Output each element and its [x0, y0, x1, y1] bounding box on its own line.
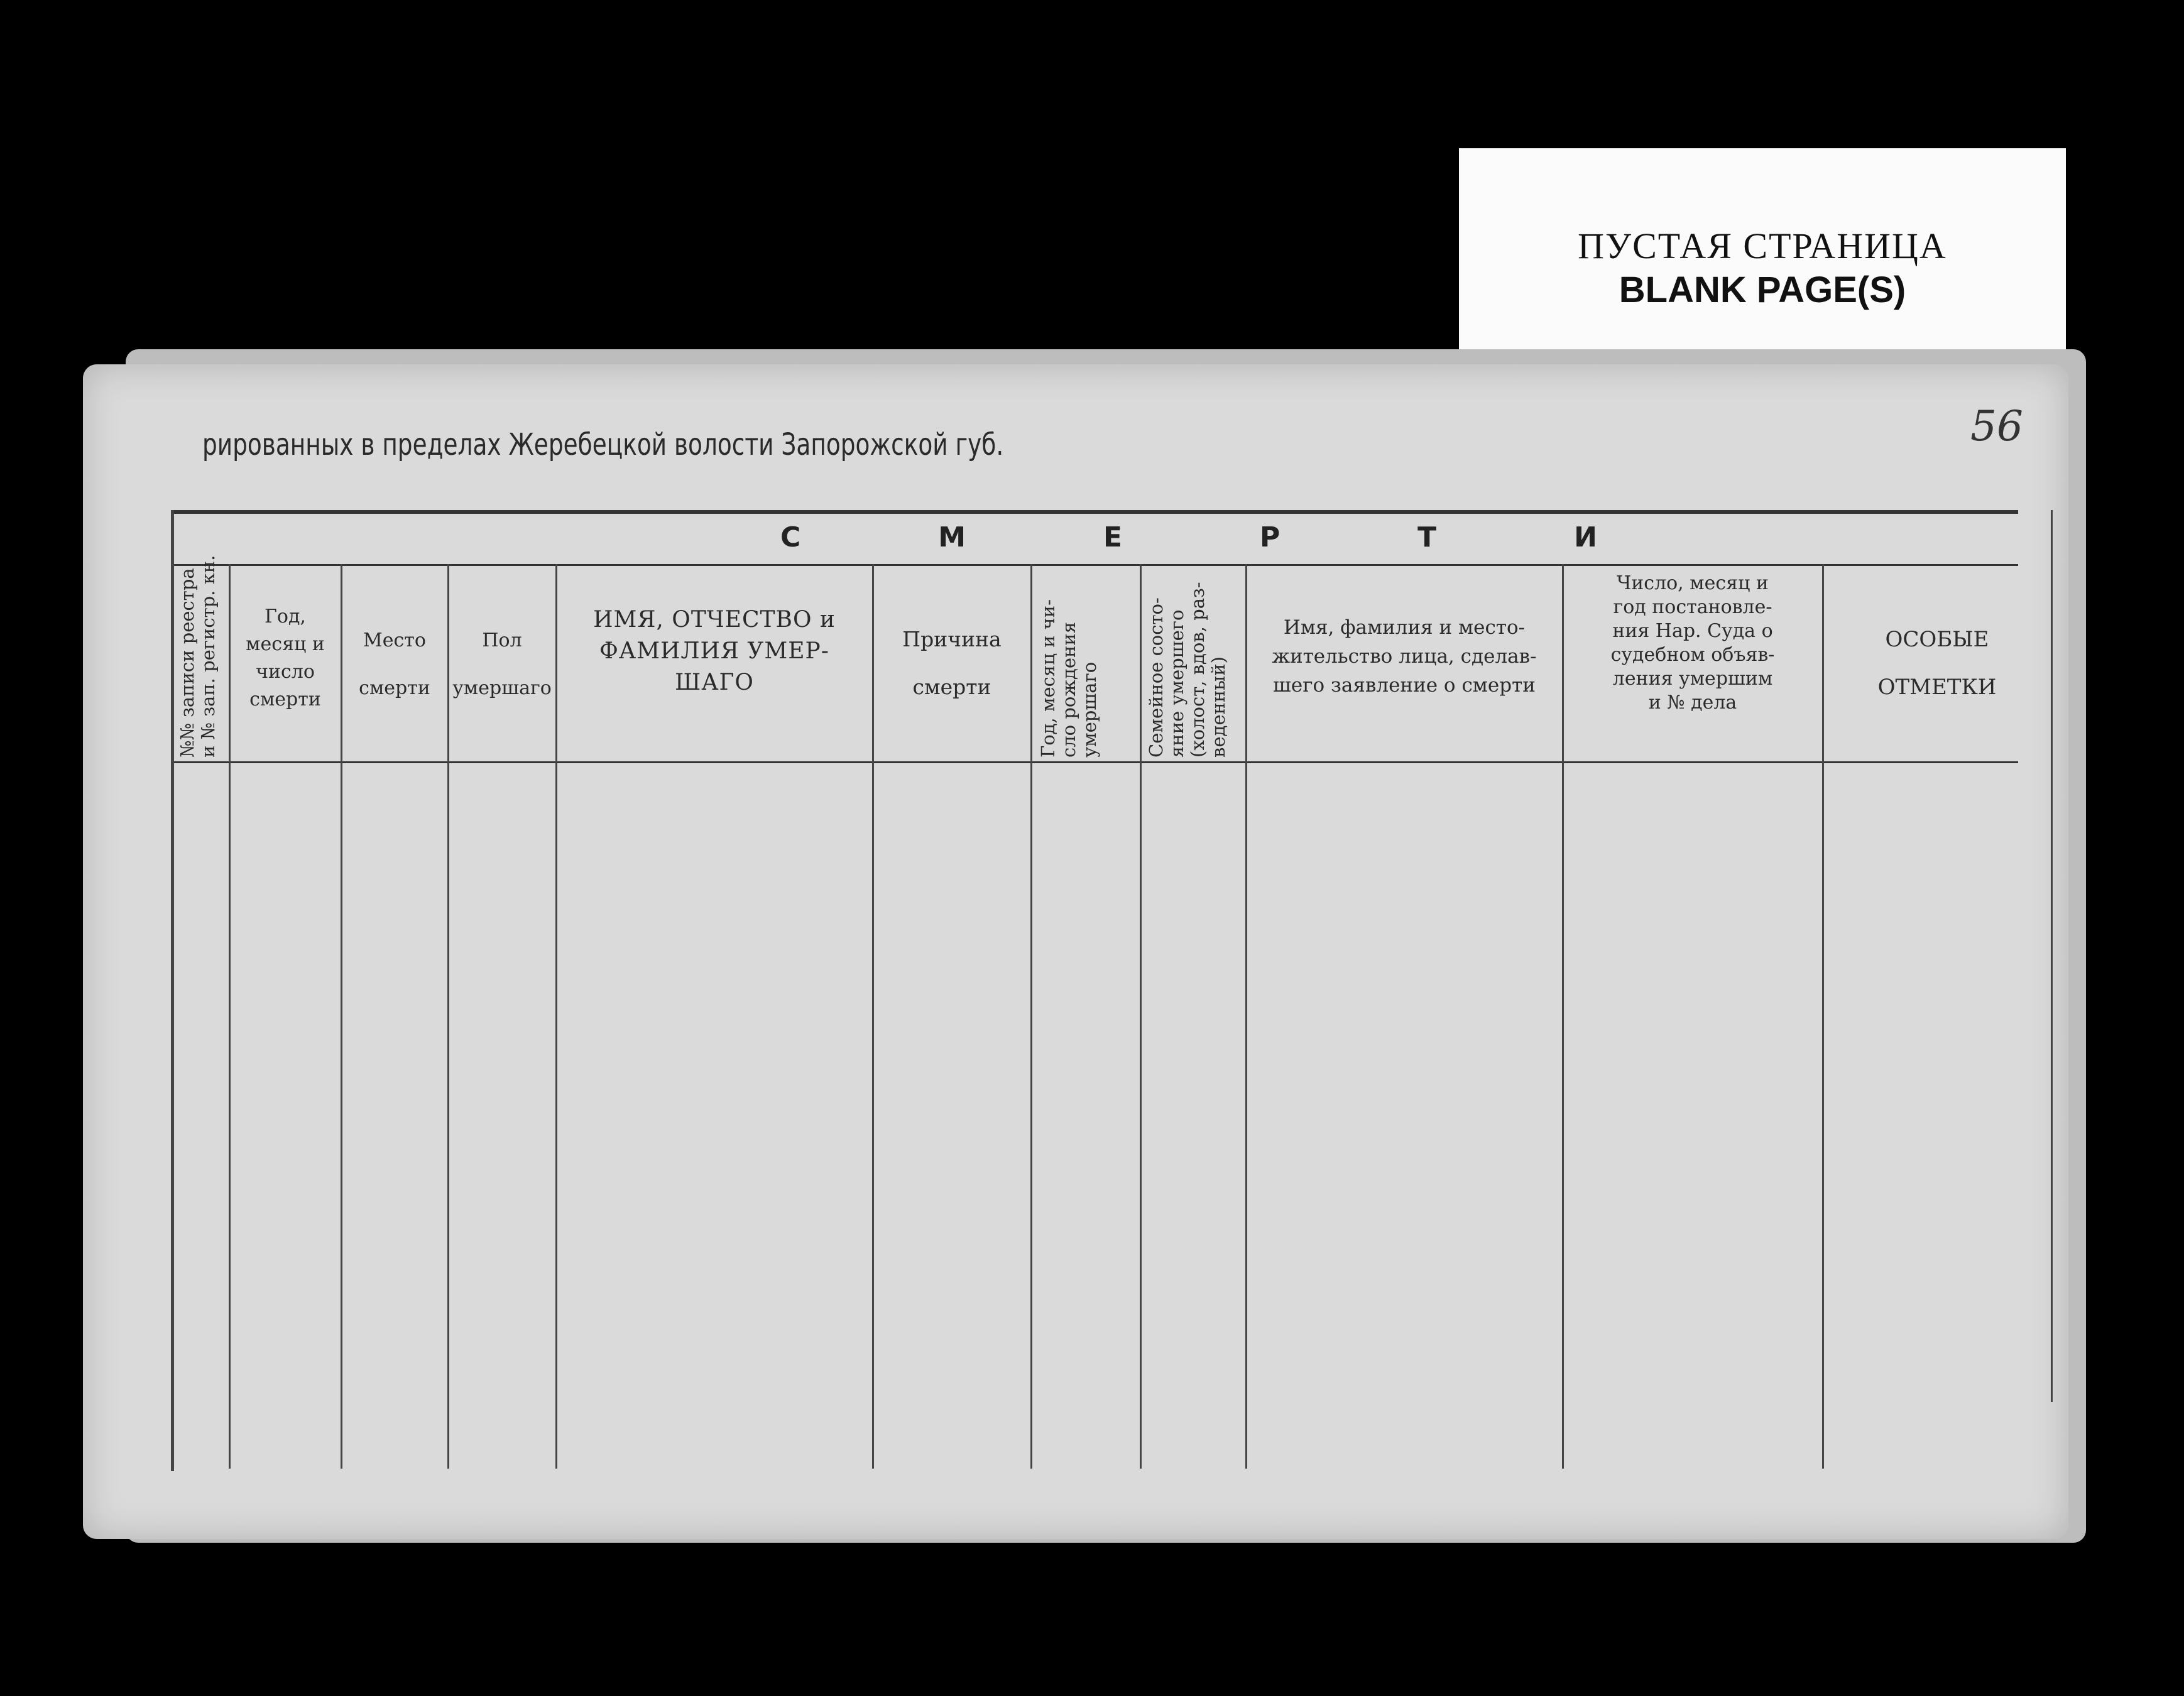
- table-right-rule: [2051, 510, 2053, 1402]
- header-line: шего заявление о смерти: [1273, 674, 1536, 697]
- header-line: жительство лица, сделав-: [1272, 645, 1537, 668]
- header-line: умершаго: [1079, 661, 1100, 758]
- header-line: Год, месяц и чи-: [1037, 599, 1059, 758]
- header-line: смерти: [249, 688, 321, 710]
- header-line: Пол: [482, 629, 522, 651]
- header-name: [558, 604, 871, 699]
- register-page: [83, 364, 2068, 1539]
- header-line: ОСОБЫЕ: [1885, 627, 1989, 652]
- header-remarks: [1825, 616, 2050, 711]
- column-rule: [447, 564, 449, 1469]
- header-line: №№ записи реестра: [177, 568, 198, 758]
- column-rule: [1030, 564, 1032, 1469]
- header-line: Семейное состо-: [1145, 597, 1167, 758]
- section-title-letter: Е: [1103, 521, 1123, 553]
- section-title-smerti: [780, 521, 1597, 559]
- header-date-of-death: [231, 603, 339, 714]
- header-line: ления умершим: [1612, 668, 1773, 690]
- header-line: год постановле-: [1613, 596, 1772, 618]
- header-line: и № зап. регистр. кн.: [197, 555, 219, 758]
- header-line: Место: [363, 629, 426, 651]
- header-line: смерти: [359, 677, 430, 699]
- blank-page-card: [1459, 148, 2066, 368]
- header-marital-status: [1146, 582, 1229, 758]
- section-title-letter: Р: [1259, 521, 1280, 553]
- header-line: сло рождения: [1058, 621, 1079, 758]
- header-declarant: [1248, 613, 1561, 700]
- header-court-decision: [1564, 572, 1821, 715]
- blank-page-label-en: BLANK PAGE(S): [1619, 269, 1906, 310]
- header-line: Имя, фамилия и место-: [1283, 616, 1526, 639]
- page-heading: рированных в пределах Жеребецкой волости Запорожской губ.: [202, 427, 1004, 462]
- section-title-letter: С: [780, 521, 801, 553]
- header-line: Год,: [265, 606, 306, 628]
- header-line: ния Нар. Суда о: [1612, 620, 1773, 642]
- column-rule: [341, 564, 342, 1469]
- header-sex: [450, 617, 554, 712]
- column-rule: [1822, 564, 1824, 1469]
- header-line: судебном объяв-: [1610, 644, 1775, 666]
- column-rule: [1245, 564, 1247, 1469]
- table-top-rule: [171, 510, 2018, 514]
- header-line: и № дела: [1648, 692, 1737, 714]
- header-line: Причина: [902, 627, 1002, 651]
- blank-page-label-ru: ПУСТАЯ СТРАНИЦА: [1578, 226, 1947, 266]
- header-line: умершаго: [452, 677, 552, 699]
- header-cause: [875, 616, 1029, 711]
- page-number: 56: [1970, 402, 2023, 450]
- column-rule: [229, 564, 231, 1469]
- header-line: число: [256, 661, 315, 683]
- header-line: месяц и: [246, 633, 325, 655]
- header-birth-date: [1038, 599, 1100, 758]
- header-line: Число, месяц и: [1617, 572, 1769, 594]
- header-line: ОТМЕТКИ: [1877, 675, 1997, 700]
- header-line: ФАМИЛИЯ УМЕР-: [599, 638, 829, 664]
- header-line: веденный): [1208, 656, 1229, 758]
- header-line: яние умершего: [1166, 609, 1188, 758]
- table-left-rule: [171, 510, 174, 1471]
- section-title-letter: И: [1574, 521, 1597, 553]
- header-line: (холост, вдов, раз-: [1187, 582, 1208, 758]
- column-rule: [1562, 564, 1564, 1469]
- header-line: ШАГО: [675, 670, 754, 695]
- section-title-letter: Т: [1417, 521, 1437, 553]
- header-place-of-death: [343, 617, 446, 712]
- header-line: смерти: [912, 675, 991, 699]
- column-rule: [555, 564, 557, 1469]
- column-rule: [872, 564, 874, 1469]
- header-record-no: [177, 555, 219, 758]
- header-line: ИМЯ, ОТЧЕСТВО и: [593, 607, 836, 633]
- column-rule: [1140, 564, 1142, 1469]
- section-title-letter: М: [938, 521, 966, 553]
